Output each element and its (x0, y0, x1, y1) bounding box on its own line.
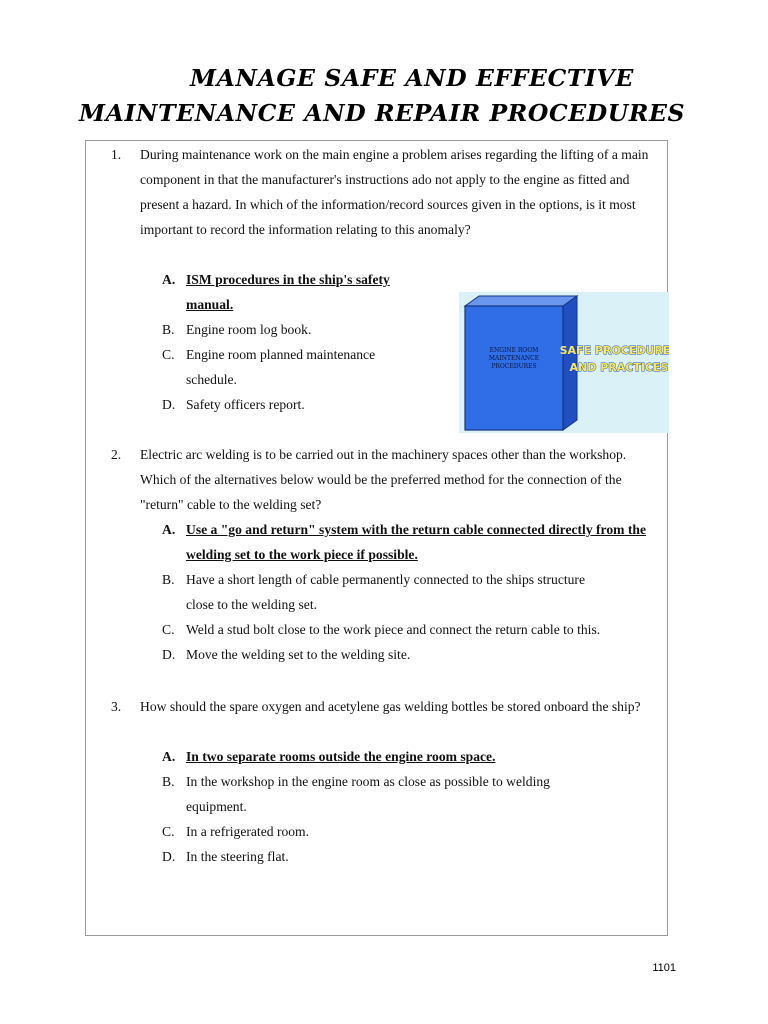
book-label-line-2: MAINTENANCE (488, 355, 540, 362)
option-b: B. In the workshop in the engine room as close as possible to welding equipment. (162, 774, 550, 814)
option-d: D. Safety officers report. (162, 397, 305, 412)
option-b: B. Engine room log book. (162, 322, 312, 337)
option-b: B. Have a short length of cable permanently connected to the ships structure close to the welding set. (162, 572, 585, 612)
option-a-correct: A. In two separate rooms outside the engine room space. (162, 749, 496, 764)
question-stem: How should the spare oxygen and acetylene gas welding bottles be stored onboard the ship? (140, 699, 641, 714)
option-d: D. In the steering flat. (162, 849, 289, 864)
page-number: 1101 (652, 962, 676, 974)
question-number: 2. (111, 447, 122, 462)
question-stem: Electric arc welding is to be carried out in the machinery spaces other than the workshop. Which of the alternatives below would be the preferred method for the connection of the "return" cable to the welding set? (140, 447, 627, 512)
question-stem: During maintenance work on the main engine a problem arises regarding the lifting of a main component in that the manufacturer's instructions ado not apply to the engine as fitted and present a hazard. In which of the information/record sources given in the options, is it most important to record the information relating to this anomaly? (140, 147, 649, 237)
option-c: C. Engine room planned maintenance schedule. (162, 347, 376, 387)
book-label-line-1: ENGINE ROOM (489, 347, 539, 354)
option-list (162, 744, 662, 869)
option-c: C. Weld a stud bolt close to the work piece and connect the return cable to this. (162, 622, 601, 637)
option-c: C. In a refrigerated room. (162, 824, 310, 839)
banner-line-1: SAFE PROCEDURES (559, 344, 669, 357)
option-d: D. Move the welding set to the welding site. (162, 647, 411, 662)
question-box (85, 140, 668, 936)
safety-manual-illustration (459, 292, 669, 433)
question-number: 1. (111, 147, 122, 162)
option-list (162, 517, 662, 667)
option-list (162, 267, 392, 417)
banner-line-2: AND PRACTICES (569, 361, 669, 374)
book-label-line-3: PROCEDURES (491, 363, 537, 370)
question-number: 3. (111, 699, 122, 714)
option-a-correct: A. ISM procedures in the ship's safety manual. (162, 272, 390, 312)
page-title-line-2: MAINTENANCE AND REPAIR PROCEDURES (79, 99, 686, 127)
page-title-line-1: MANAGE SAFE AND EFFECTIVE (190, 64, 634, 92)
manual-book-icon (459, 292, 669, 433)
option-a-correct: A. Use a "go and return" system with the return cable connected directly from the welding set to the work piece if possible. (162, 522, 646, 562)
